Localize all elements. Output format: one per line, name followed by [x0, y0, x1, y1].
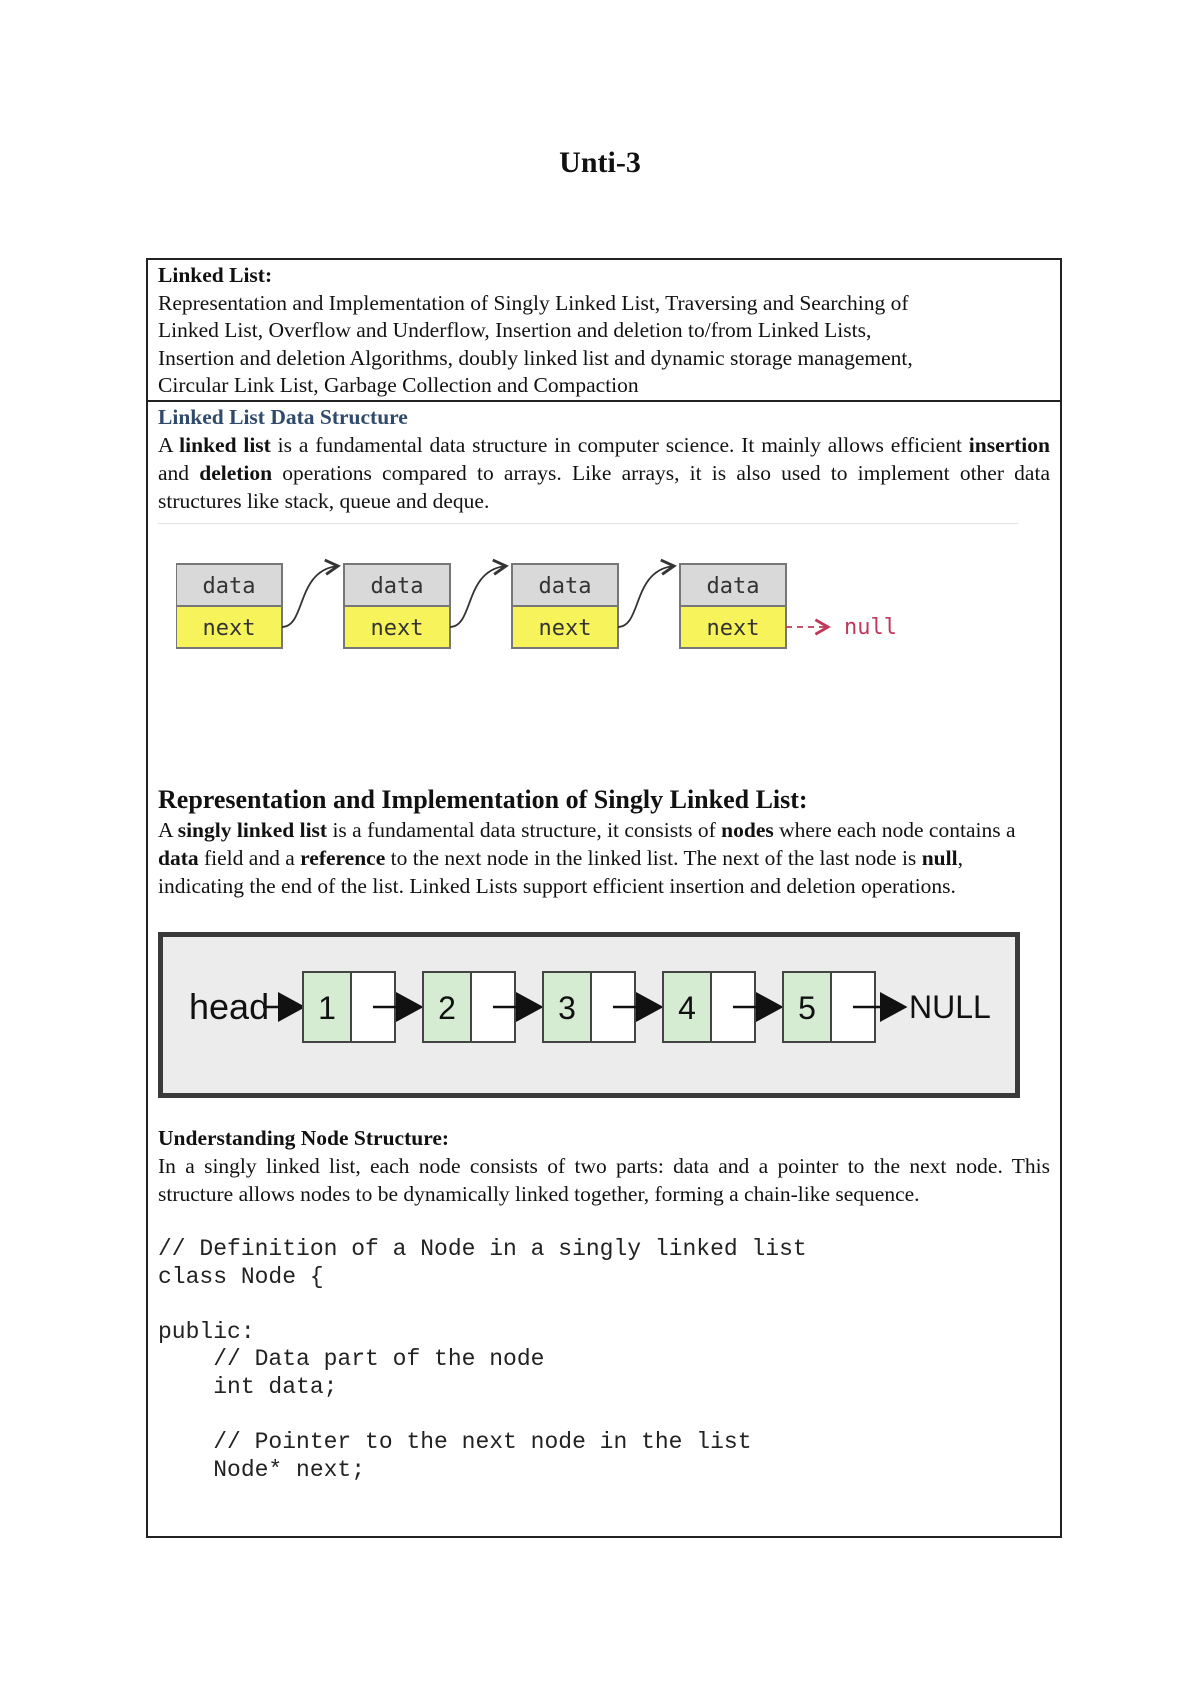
next-label: next: [370, 616, 424, 641]
node-value: 2: [438, 990, 456, 1026]
next-label: next: [538, 616, 592, 641]
null-label: null: [844, 615, 897, 640]
data-label: data: [538, 574, 592, 599]
link-arrow: [282, 566, 338, 627]
syllabus-box: [148, 260, 1060, 402]
singly-linked-list-figure: [158, 932, 1020, 1098]
next-label: next: [202, 616, 256, 641]
code-line: public:: [158, 1318, 255, 1345]
next-label: next: [706, 616, 760, 641]
data-label: data: [706, 574, 760, 599]
code-line: class Node {: [158, 1263, 324, 1290]
code-line: // Data part of the node: [158, 1346, 545, 1373]
intro-paragraph: A linked list is a fundamental data structure in computer science. It mainly allows efficient insertion and deletion operations compared to arrays. Like arrays, it is also used to implement other data structures like stack, queue and deque.: [158, 433, 1050, 513]
node-value: 5: [798, 990, 816, 1026]
list-node: [176, 564, 282, 648]
data-label: data: [370, 574, 424, 599]
code-block: [158, 1236, 1050, 1484]
singly-linked-list-diagram: [163, 937, 1015, 1093]
list-node: [512, 564, 618, 648]
section-heading-linked-list: Linked List Data Structure: [158, 405, 408, 429]
content-table: [146, 258, 1062, 1538]
content-body: [148, 403, 1060, 1484]
node-structure-paragraph: In a singly linked list, each node consists of two parts: data and a pointer to the next node. This structure allows nodes to be dynamically linked together, forming a chain-like sequence.: [158, 1154, 1050, 1206]
code-line: // Definition of a Node in a singly linked list: [158, 1236, 807, 1262]
list-node: [680, 564, 786, 648]
null-label: NULL: [909, 989, 991, 1025]
data-label: data: [202, 574, 256, 599]
code-line: int data;: [158, 1373, 338, 1400]
head-label: head: [189, 986, 270, 1027]
syllabus-heading: Linked List:: [158, 263, 273, 287]
syllabus-line: Linked List, Overflow and Underflow, Insertion and deletion to/from Linked Lists,: [158, 318, 872, 342]
section-heading-singly-linked-list: Representation and Implementation of Singly Linked List:: [158, 785, 808, 814]
node-value: 1: [318, 990, 336, 1026]
divider: [158, 523, 1018, 524]
link-arrow: [618, 566, 674, 627]
node-value: 4: [678, 990, 696, 1026]
code-line: Node* next;: [158, 1456, 366, 1483]
code-line: // Pointer to the next node in the list: [158, 1429, 752, 1456]
code-line: [158, 1402, 1050, 1430]
syllabus-line: Insertion and deletion Algorithms, doubly linked list and dynamic storage management,: [158, 345, 913, 370]
node-value: 3: [558, 990, 576, 1026]
page-title: Unti-3: [559, 146, 641, 179]
linked-list-diagram: [176, 552, 916, 652]
syllabus-line: Representation and Implementation of Singly Linked List, Traversing and Searching of: [158, 290, 909, 315]
code-line: [158, 1291, 1050, 1319]
syllabus-line: Circular Link List, Garbage Collection and Compaction: [158, 373, 639, 397]
link-arrow: [450, 566, 506, 627]
list-node: [344, 564, 450, 648]
section-heading-node-structure: Understanding Node Structure:: [158, 1126, 450, 1150]
singly-linked-list-paragraph: A singly linked list is a fundamental data structure, it consists of nodes where each node contains a data field and a reference to the next node in the linked list. The next of the last node is null, indicating the end of the list. Linked Lists support efficient insertion and deletion operations.: [158, 818, 1016, 898]
